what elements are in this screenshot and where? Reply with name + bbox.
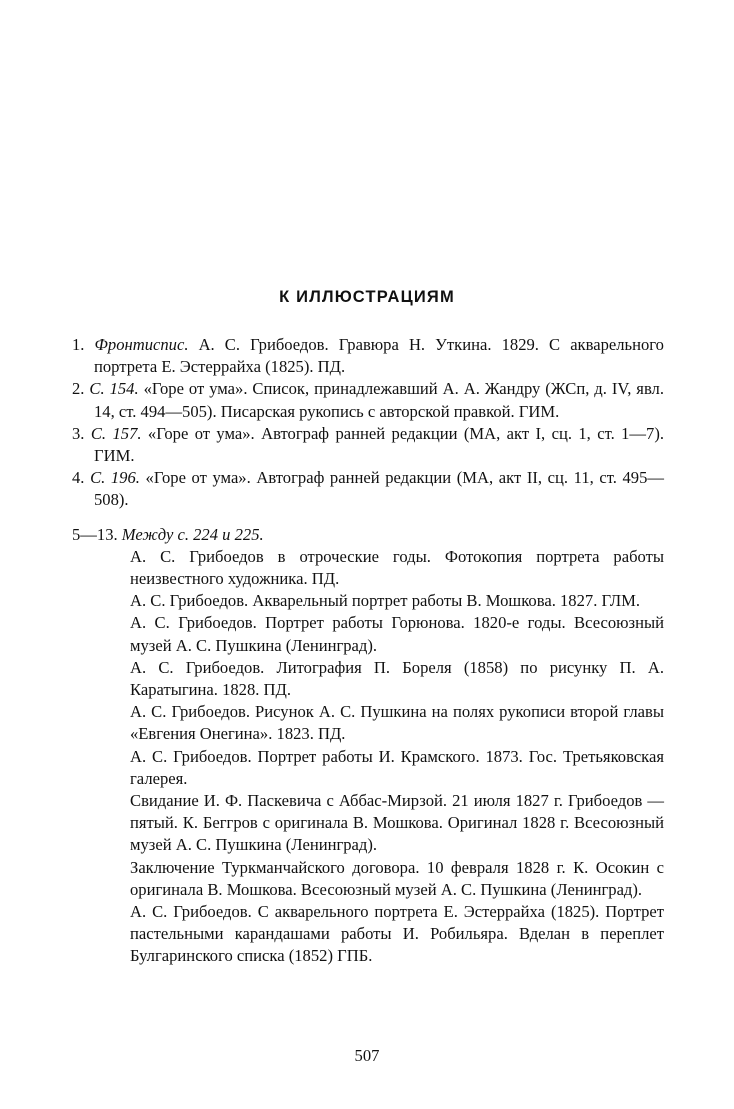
group-item: А. С. Грибоедов в отроческие годы. Фотокопия портрета работы неизвестного художника. ПД. — [130, 546, 664, 589]
illustration-entry — [72, 467, 664, 511]
entry-ref: С. 157. — [90, 423, 142, 443]
illustration-list — [72, 334, 664, 968]
page-number: 507 — [354, 1046, 380, 1065]
illustration-entry — [72, 334, 664, 378]
group-item: А. С. Грибоедов. Портрет работы И. Крамского. 1873. Гос. Третьяковская галерея. — [130, 746, 664, 788]
entry-text: «Горе от ума». Автограф ранней редакции (МА, акт I, сц. 1, ст. 1—7). ГИМ. — [94, 423, 665, 466]
entry-number: 4. — [72, 468, 85, 488]
entry-number: 1. — [72, 335, 85, 354]
group-item: А. С. Грибоедов. С акварельного портрета Е. Эстеррайха (1825). Портрет пастельными карандашами работы И. Робильяра. Вделан в переплет Булгаринского списка (1852) ГПБ. — [130, 902, 664, 966]
entry-text: А. С. Грибоедов. Гравюра Н. Уткина. 1829. С акварельного портрета Е. Эстеррайха (1825). ПД. — [94, 335, 664, 377]
illustration-entry — [72, 378, 664, 422]
section-heading: К ИЛЛЮСТРАЦИЯМ — [279, 288, 455, 306]
group-item: А. С. Грибоедов. Портрет работы Горюнова. 1820-е годы. Всесоюзный музей А. С. Пушкина (Ленинград). — [130, 613, 664, 655]
group-ref: Между с. 224 и 225. — [121, 524, 264, 544]
group-items — [72, 546, 664, 968]
illustration-entry — [72, 423, 664, 467]
group-item: Заключение Туркманчайского договора. 10 февраля 1828 г. К. Осокин с оригинала В. Мошкова. Всесоюзный музей А. С. Пушкина (Ленинград). — [130, 857, 664, 899]
entry-text: «Горе от ума». Список, принадлежавший А. А. Жандру (ЖСп, д. IV, явл. 14, ст. 494—505). Писарская рукопись с авторской правкой. ГИМ. — [94, 379, 664, 421]
entry-ref: С. 196. — [90, 468, 140, 488]
group-item: А. С. Грибоедов. Акварельный портрет работы В. Мошкова. 1827. ГЛМ. — [130, 591, 640, 611]
entry-number: 3. — [72, 423, 85, 443]
group-item: А. С. Грибоедов. Рисунок А. С. Пушкина на полях рукописи второй главы «Евгения Онегина». 1823. ПД. — [130, 702, 664, 744]
group-heading — [72, 524, 664, 546]
entry-text: «Горе от ума». Автограф ранней редакции (МА, акт II, сц. 11, ст. 495—508). — [94, 468, 664, 510]
group-item: Свидание И. Ф. Паскевича с Аббас-Мирзой. 21 июля 1827 г. Грибоедов — пятый. К. Беггров с оригинала В. Мошкова. Оригинал 1828 г. Всесоюзный музей А. С. Пушкина (Ленинград). — [130, 791, 664, 855]
entry-ref: С. 154. — [89, 379, 139, 399]
entry-ref: Фронтиспис. — [94, 335, 189, 354]
entry-number: 2. — [72, 379, 85, 399]
group-number: 5—13. — [72, 524, 118, 544]
illustration-group — [72, 524, 664, 968]
group-item: А. С. Грибоедов. Литография П. Бореля (1858) по рисунку П. А. Каратыгина. 1828. ПД. — [130, 657, 664, 700]
